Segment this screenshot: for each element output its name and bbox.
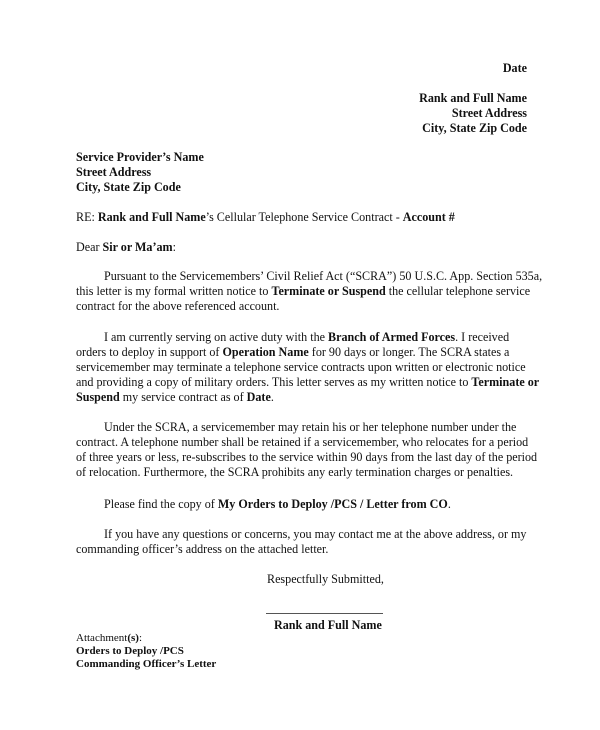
- re-line: RE: Rank and Full Name’s Cellular Telephone Service Contract - Account #: [76, 210, 455, 224]
- para3-line1: Under the SCRA, a servicemember may retain his or her telephone number under the: [104, 420, 517, 434]
- date-line: Date: [502, 61, 527, 75]
- sender-street: Street Address: [451, 106, 527, 120]
- para3-line3: of three years or less, re-subscribes to the service within 90 days from the last day of the period: [76, 450, 538, 464]
- closing-text: Respectfully Submitted,: [267, 572, 384, 586]
- sender-name: Rank and Full Name: [419, 91, 527, 105]
- para2-line2: orders to deploy in support of Operation Name for 90 days or longer. The SCRA states a: [76, 345, 510, 359]
- recipient-street: Street Address: [76, 165, 152, 179]
- signature-line: [266, 613, 383, 614]
- para2-line4: and providing a copy of military orders. This letter serves as my written notice to Terminate or: [76, 375, 540, 389]
- signature-name: Rank and Full Name: [274, 618, 382, 632]
- salutation: Dear Sir or Ma’am:: [76, 240, 176, 254]
- para5-line2: commanding officer’s address on the attached letter.: [76, 542, 329, 556]
- para3-line2: contract. A telephone number shall be retained if a servicemember, who relocates for a period: [76, 435, 529, 449]
- para4-line: Please find the copy of My Orders to Deploy /PCS / Letter from CO.: [104, 497, 451, 511]
- recipient-name: Service Provider’s Name: [76, 150, 204, 164]
- para5-line1: If you have any questions or concerns, you may contact me at the above address, or my: [104, 527, 527, 541]
- para1-line2: this letter is my formal written notice to Terminate or Suspend the cellular telephone service: [76, 284, 531, 298]
- attachment-item-orders: Orders to Deploy /PCS: [76, 645, 184, 657]
- recipient-city: City, State Zip Code: [76, 180, 181, 194]
- para1-line3: contract for the above referenced account.: [76, 299, 280, 313]
- sender-city: City, State Zip Code: [422, 121, 527, 135]
- attachment-label: Attachment(s):: [76, 632, 142, 644]
- para1-line1: Pursuant to the Servicemembers’ Civil Relief Act (“SCRA”) 50 U.S.C. App. Section 535a,: [104, 269, 543, 283]
- para2-line1: I am currently serving on active duty with the Branch of Armed Forces. I received: [104, 330, 510, 344]
- para2-line3: servicemember may terminate a telephone service contracts upon written or electronic notice: [76, 360, 526, 374]
- attachment-item-co-letter: Commanding Officer’s Letter: [76, 658, 217, 670]
- para3-line4: of relocation. Furthermore, the SCRA prohibits any early termination charges or penalties.: [76, 465, 514, 479]
- para2-line5: Suspend my service contract as of Date.: [76, 390, 274, 404]
